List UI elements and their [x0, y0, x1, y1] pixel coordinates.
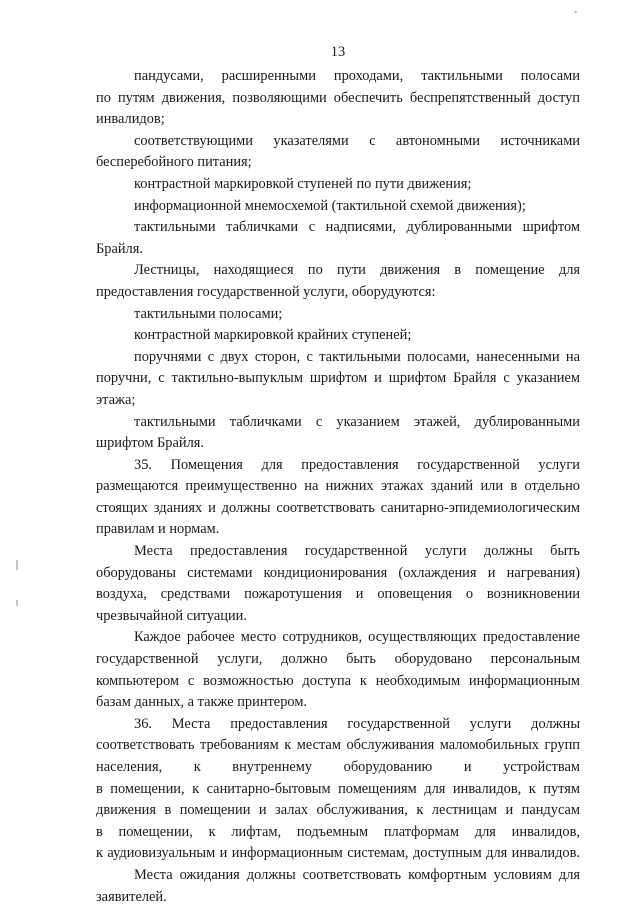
text-line: государственной услуги, должно быть оборудовано персональным	[96, 651, 580, 668]
scan-margin-mark	[16, 560, 18, 570]
text-line: шрифтом Брайля.	[96, 435, 204, 452]
text-line: тактильными полосами;	[134, 305, 283, 322]
text-line: Брайля.	[96, 240, 143, 257]
text-line: информационной мнемосхемой (тактильной схемой движения);	[134, 197, 526, 214]
text-line: воздуха, средствами пожаротушения и оповещения о возникновении	[96, 586, 580, 603]
text-line: 35. Помещения для предоставления государственной услуги	[134, 456, 580, 473]
text-line: тактильными табличками с надписями, дублированными шрифтом	[134, 219, 580, 236]
text-line: правилам и нормам.	[96, 521, 220, 538]
text-line: Лестницы, находящиеся по пути движения в помещение для	[134, 262, 580, 279]
text-line: населения, к внутреннему оборудованию и устройствам	[96, 759, 580, 775]
text-line: заявителей.	[96, 888, 167, 905]
text-line: к аудиовизуальным и информационным системам, доступным для инвалидов.	[96, 845, 580, 862]
text-line: поручнями с двух сторон, с тактильными полосами, нанесенными на	[134, 348, 580, 365]
text-line: компьютером с возможностью доступа к необходимым информационным	[96, 672, 580, 689]
text-line: по путям движения, позволяющими обеспечить беспрепятственный доступ	[96, 89, 580, 106]
text-line: поручни, с тактильно-выпуклым шрифтом и шрифтом Брайля с указанием	[96, 370, 580, 387]
text-line: чрезвычайной ситуации.	[96, 607, 247, 624]
text-line: базам данных, а также принтером.	[96, 694, 308, 711]
text-line: в помещении, к санитарно-бытовым помещениям для инвалидов, к путям	[96, 780, 580, 797]
text-line: контрастной маркировкой крайних ступеней;	[134, 327, 412, 344]
text-line: стоящих зданиях и должны соответствовать санитарно-эпидемиологическим	[96, 499, 580, 516]
text-line: движения в помещении и залах обслуживания, к лестницам и пандусам	[96, 802, 580, 819]
text-line: соответствовать требованиям к местам обслуживания маломобильных групп	[96, 737, 580, 754]
text-line: Места предоставления государственной услуги должны быть	[134, 543, 580, 560]
document-body	[96, 66, 580, 908]
text-line: этажа;	[96, 391, 136, 408]
text-line: тактильными табличками с указанием этажей, дублированными	[134, 413, 580, 430]
text-line: 36. Места предоставления государственной услуги должны	[134, 715, 580, 732]
text-line: соответствующими указателями с автономными источниками	[134, 132, 580, 149]
scan-margin-mark	[16, 600, 18, 606]
text-line: размещаются преимущественно на нижних этажах зданий или в отдельно	[96, 478, 580, 495]
text-line: контрастной маркировкой ступеней по пути движения;	[134, 175, 472, 192]
text-line: пандусами, расширенными проходами, тактильными полосами	[134, 68, 580, 84]
text-line: предоставления государственной услуги, оборудуются:	[96, 283, 436, 300]
text-line: бесперебойного питания;	[96, 154, 252, 171]
text-line: Каждое рабочее место сотрудников, осуществляющих предоставление	[134, 629, 580, 646]
page-number: 13	[330, 44, 346, 60]
document-page	[96, 0, 580, 905]
text-line: инвалидов;	[96, 111, 165, 128]
text-line: в помещении, к лифтам, подъемным платформам для инвалидов,	[96, 823, 580, 840]
scan-corner-mark: •	[573, 8, 578, 17]
text-line: оборудованы системами кондиционирования (охлаждения и нагревания)	[96, 564, 580, 581]
text-line: Места ожидания должны соответствовать комфортным условиям для	[134, 866, 580, 883]
